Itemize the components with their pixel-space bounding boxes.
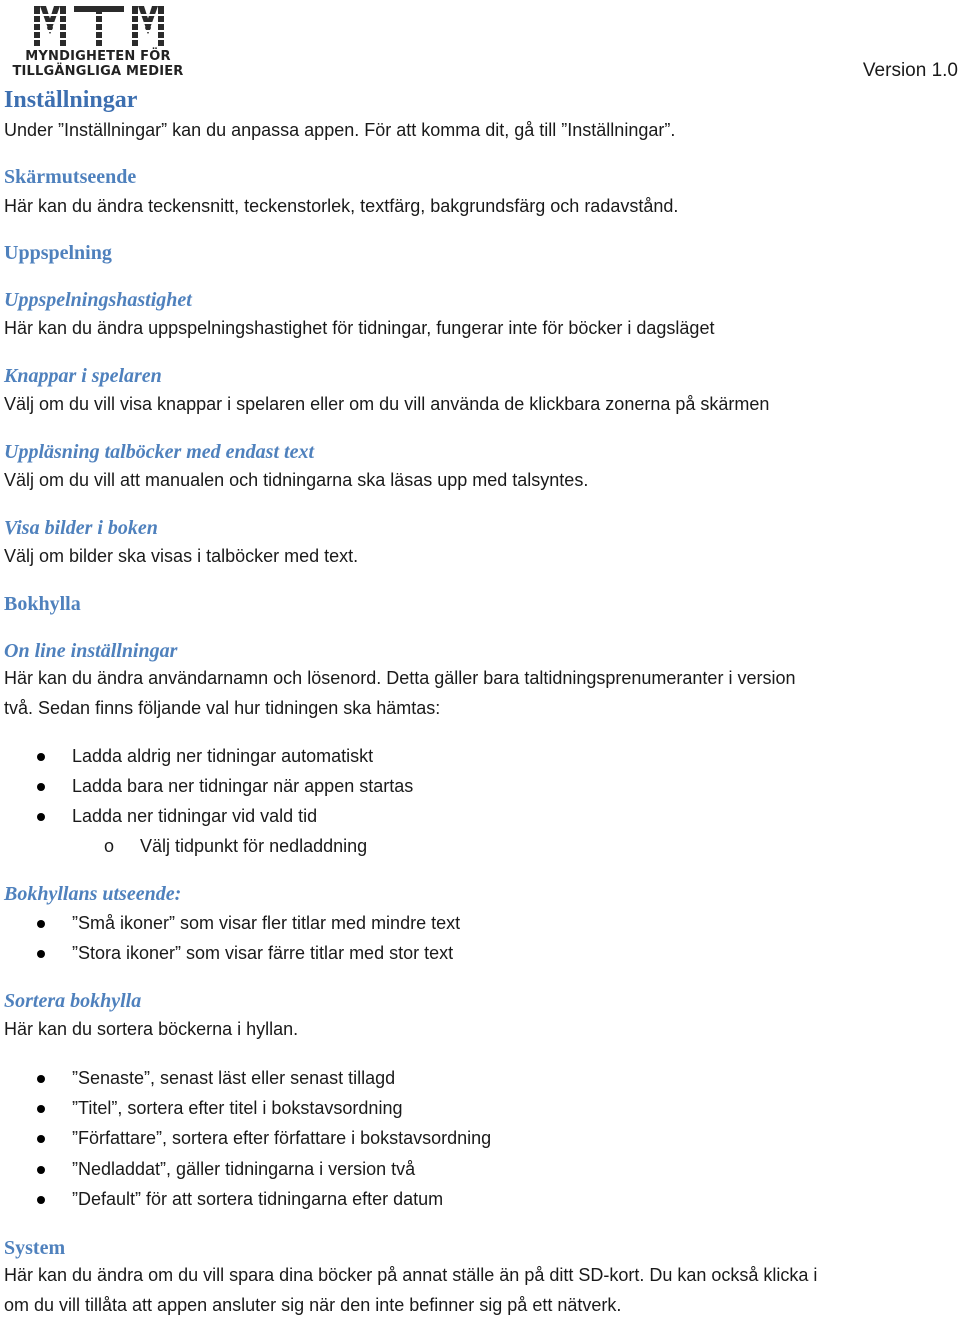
heading-sort: Sortera bokhylla [4, 990, 142, 1012]
heading-online: On line inställningar [4, 640, 178, 662]
images-text: Välj om bilder ska visas i talböcker med text. [4, 546, 359, 566]
bullet-dot [37, 1196, 45, 1204]
list-item: ”Default” för att sortera tidningarna efter datum [72, 1189, 444, 1209]
list-item: ”Nedladdat”, gäller tidningarna i version två [72, 1159, 416, 1179]
bullet-dot [37, 1135, 45, 1143]
version-label: Version 1.0 [862, 60, 958, 81]
sub-list-item: Välj tidpunkt för nedladdning [140, 836, 368, 856]
heading-screen: Skärmutseende [4, 166, 137, 188]
bullet-dot [37, 950, 45, 958]
online-text-2: två. Sedan finns följande val hur tidningen ska hämtas: [4, 698, 441, 718]
intro-text: Under ”Inställningar” kan du anpassa appen. För att komma dit, gå till ”Inställningar”. [4, 120, 676, 140]
bullet-dot [37, 813, 45, 821]
bullet-dot [37, 753, 45, 761]
heading-speed: Uppspelningshastighet [4, 289, 192, 311]
list-item: ”Titel”, sortera efter titel i bokstavsordning [72, 1098, 403, 1118]
bullet-dot [37, 1105, 45, 1113]
sort-text: Här kan du sortera böckerna i hyllan. [4, 1019, 299, 1039]
reading-text: Välj om du vill att manualen och tidningarna ska läsas upp med talsyntes. [4, 470, 589, 490]
list-item: ”Små ikoner” som visar fler titlar med mindre text [72, 913, 461, 933]
system-text-2: om du vill tillåta att appen ansluter sig när den inte befinner sig på ett nätverk. [4, 1295, 622, 1315]
page-title: Inställningar [4, 87, 138, 113]
screen-text: Här kan du ändra teckensnitt, teckenstorlek, textfärg, bakgrundsfärg och radavstånd. [4, 196, 679, 216]
list-item: Ladda aldrig ner tidningar automatiskt [72, 746, 374, 766]
list-item: ”Stora ikoner” som visar färre titlar med stor text [72, 943, 454, 963]
logo-line-1: MYNDIGHETEN FÖR [25, 49, 171, 64]
list-item: Ladda ner tidningar vid vald tid [72, 806, 318, 826]
sub-bullet: o [104, 836, 115, 856]
buttons-text: Välj om du vill visa knappar i spelaren eller om du vill använda de klickbara zonerna på skärmen [4, 394, 770, 414]
bullet-dot [37, 920, 45, 928]
heading-system: System [4, 1237, 66, 1259]
heading-look: Bokhyllans utseende: [4, 883, 182, 905]
system-text-1: Här kan du ändra om du vill spara dina böcker på annat ställe än på ditt SD-kort. Du kan också klicka i [4, 1265, 818, 1285]
list-item: Ladda bara ner tidningar när appen startas [72, 776, 414, 796]
heading-images: Visa bilder i boken [4, 517, 158, 539]
bullet-dot [37, 783, 45, 791]
heading-reading: Uppläsning talböcker med endast text [4, 441, 314, 463]
heading-bookshelf: Bokhylla [4, 593, 81, 615]
bullet-dot [37, 1166, 45, 1174]
bullet-dot [37, 1075, 45, 1083]
online-text-1: Här kan du ändra användarnamn och lösenord. Detta gäller bara taltidningsprenumeranter i version [4, 668, 796, 688]
list-item: ”Senaste”, senast läst eller senast tillagd [72, 1068, 396, 1088]
heading-buttons: Knappar i spelaren [4, 365, 162, 387]
heading-playback: Uppspelning [4, 242, 112, 264]
speed-text: Här kan du ändra uppspelningshastighet för tidningar, fungerar inte för böcker i dagsläget [4, 318, 715, 338]
logo-line-2: TILLGÄNGLIGA MEDIER [12, 64, 184, 79]
list-item: ”Författare”, sortera efter författare i bokstavsordning [72, 1128, 492, 1148]
